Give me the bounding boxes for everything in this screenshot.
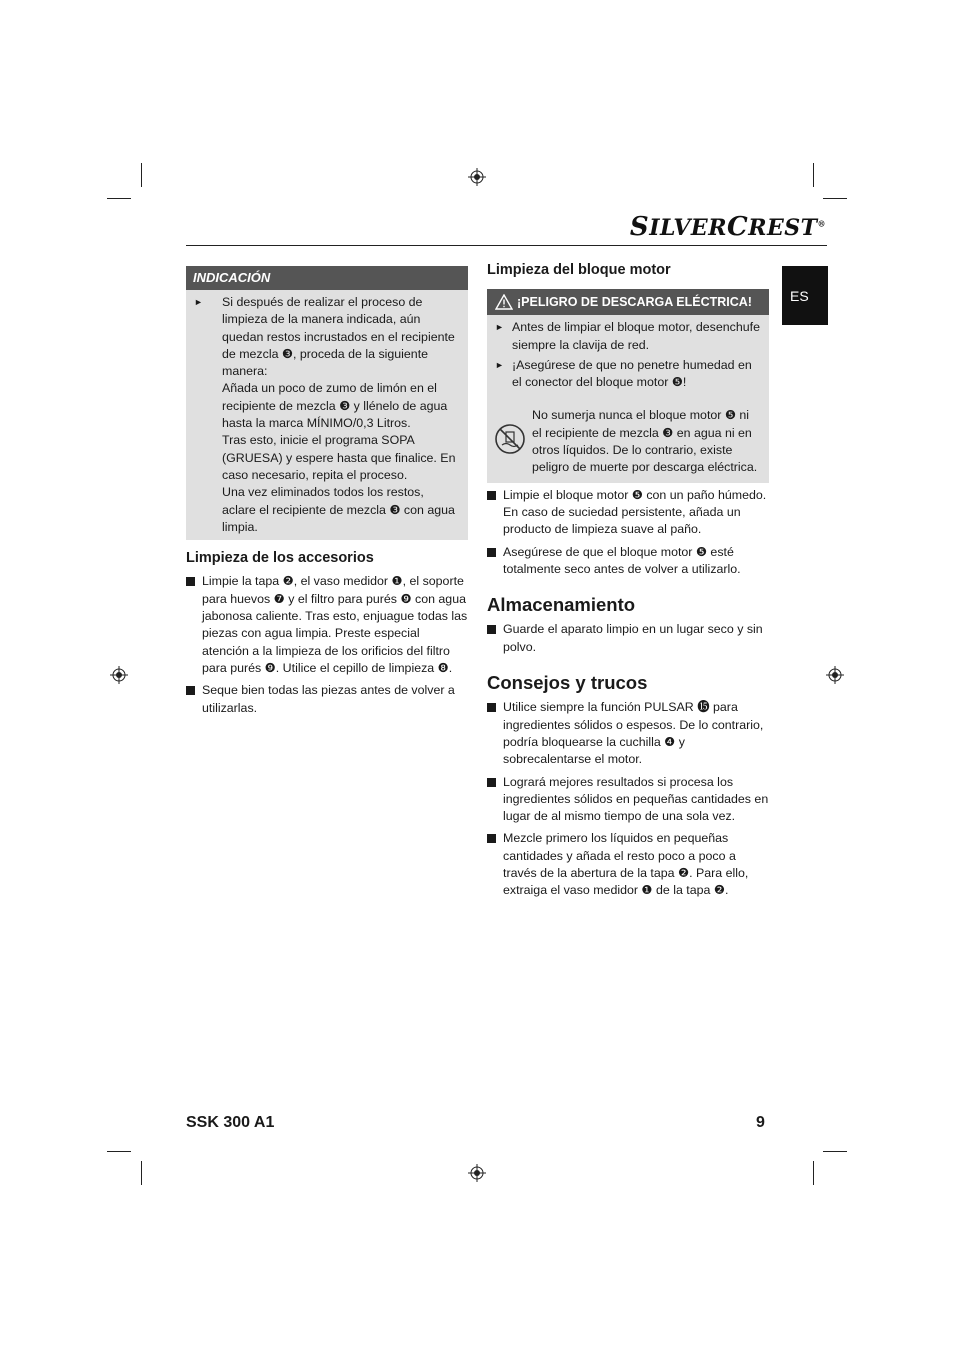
square-bullet-icon <box>487 703 496 712</box>
note-box <box>186 266 468 540</box>
square-bullet-icon <box>186 686 195 695</box>
page-number: 9 <box>756 1114 765 1131</box>
no-submerge-notice <box>494 407 761 476</box>
section-heading: Limpieza del bloque motor <box>487 262 671 278</box>
note-text: Añada un poco de zumo de limón en el recipiente de mezcla ❸ y llénelo de agua hasta la marca MÍNIMO/0,3 Litros. <box>222 381 448 431</box>
note-text: Una vez eliminados todos los restos, aclare el recipiente de mezcla ❸ con agua limpia. <box>222 485 455 534</box>
language-tab: ES <box>782 266 828 325</box>
arrow-bullet-icon: ► <box>495 322 504 333</box>
list-item: Limpie la tapa ❷, el vaso medidor ❶, el soporte para huevos ❼ y el filtro para purés ❾ con agua jabonosa caliente. Tras esto, enjuague todas las piezas con agua limpia. Preste especial atención a la limpieza de los orificios del filtro para purés ❾. Utilice el cepillo de limpieza ❽. <box>186 573 468 677</box>
crop-mark <box>813 1161 814 1185</box>
square-bullet-icon <box>186 577 195 586</box>
section-heading: Almacenamiento <box>487 594 636 616</box>
footer-model: SSK 300 A1 <box>186 1114 275 1131</box>
crop-mark <box>813 163 814 187</box>
warning-body <box>487 315 769 476</box>
header-rule <box>186 245 827 246</box>
registration-mark-icon <box>110 666 128 684</box>
warning-item: ► ¡Asegúrese de que no penetre humedad en el conector del bloque motor ❺! <box>495 357 752 390</box>
registration-mark-icon <box>468 1164 486 1182</box>
section-heading: Consejos y trucos <box>487 672 648 694</box>
section-heading: Limpieza de los accesorios <box>186 550 374 567</box>
crop-mark <box>107 1151 131 1152</box>
list-item: Mezcle primero los líquidos en pequeñas cantidades y añada el resto poco a poco a través de la abertura de la tapa ❷. Para ello, extraiga el vaso medidor ❶ de la tapa ❷. <box>487 830 769 899</box>
registration-mark-icon <box>468 168 486 186</box>
note-heading: INDICACIÓN <box>186 266 468 290</box>
list-item: Asegúrese de que el bloque motor ❺ esté totalmente seco antes de volver a utilizarlo. <box>487 544 769 579</box>
arrow-bullet-icon: ► <box>194 297 203 307</box>
note-text: Si después de realizar el proceso de limpieza de la manera indicada, aún quedan restos incrustados en el recipiente de mezcla ❸, proceda de la siguiente manera: <box>222 295 455 379</box>
warning-item: ► Antes de limpiar el bloque motor, desenchufe siempre la clavija de red. <box>495 320 760 352</box>
crop-mark <box>823 1151 847 1152</box>
square-bullet-icon <box>487 548 496 557</box>
warning-triangle-icon <box>495 294 513 310</box>
no-submerge-icon <box>494 423 526 455</box>
registration-mark-icon <box>826 666 844 684</box>
left-column <box>186 266 468 722</box>
list-item: Seque bien todas las piezas antes de volver a utilizarlas. <box>186 682 468 717</box>
square-bullet-icon <box>487 834 496 843</box>
warning-box <box>487 289 769 482</box>
list-item: Guarde el aparato limpio en un lugar seco y sin polvo. <box>487 621 769 656</box>
crop-mark <box>107 198 131 199</box>
square-bullet-icon <box>487 778 496 787</box>
list-item: Utilice siempre la función PULSAR ⓯ para ingredientes sólidos o espesos. De lo contrario, podría bloquearse la cuchilla ❹ y sobrecalentarse el motor. <box>487 699 769 768</box>
square-bullet-icon <box>487 625 496 634</box>
crop-mark <box>141 1161 142 1185</box>
list-item: Logrará mejores resultados si procesa los ingredientes sólidos en pequeñas cantidades en lugar de al mismo tiempo de una sola vez. <box>487 774 769 826</box>
warning-heading: ¡PELIGRO DE DESCARGA ELÉCTRICA! <box>487 289 769 315</box>
note-text: Tras esto, inicie el programa SOPA (GRUESA) y espere hasta que finalice. En caso necesario, repita el proceso. <box>222 433 456 482</box>
no-submerge-text: No sumerja nunca el bloque motor ❺ ni el recipiente de mezcla ❸ en agua ni en otros líquidos. De lo contrario, existe peligro de muerte por descarga eléctrica. <box>532 408 758 475</box>
right-column <box>487 262 769 905</box>
crop-mark <box>141 163 142 187</box>
arrow-bullet-icon: ► <box>495 359 504 370</box>
list-item: Limpie el bloque motor ❺ con un paño húmedo. En caso de suciedad persistente, añada un producto de limpieza suave al paño. <box>487 487 769 539</box>
square-bullet-icon <box>487 491 496 500</box>
brand-logo: SILVERCREST® <box>629 212 826 242</box>
note-item <box>186 290 468 536</box>
crop-mark <box>823 198 847 199</box>
